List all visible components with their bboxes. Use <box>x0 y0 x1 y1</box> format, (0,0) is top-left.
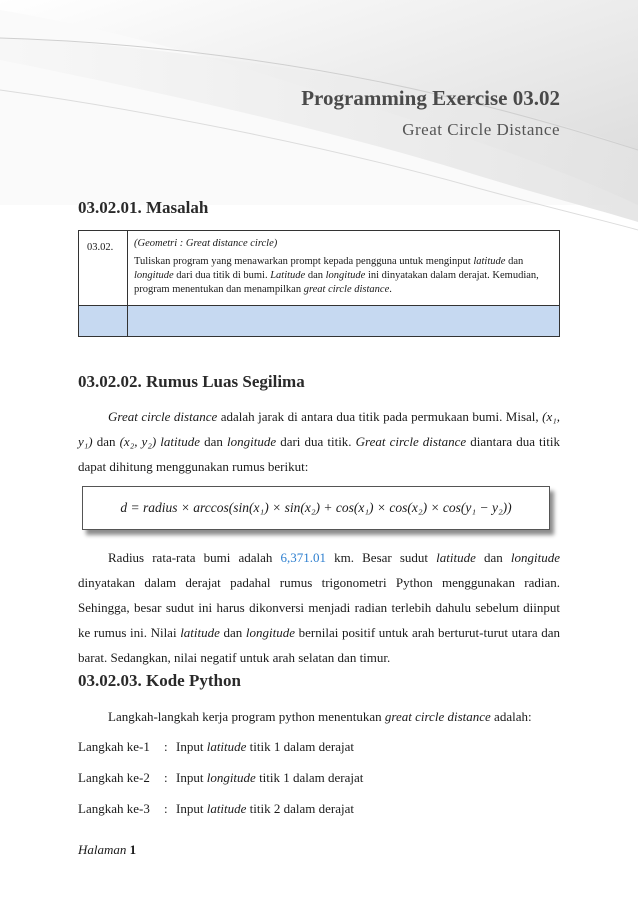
formula-text: d = radius × arccos(sin(x₁) × sin(x₂) + cos(x₁) × cos(x₂) × cos(y₁ − y₂)) <box>120 500 512 515</box>
paragraph-definition: Great circle distance adalah jarak di antara dua titik pada permukaan bumi. Misal, (x₁, y₁) dan (x₂, y₂) latitude dan longitude dari dua titik. Great circle distance diantara dua titik dapat dihitung menggunakan rumus berikut: <box>78 409 561 474</box>
answer-number-cell <box>79 306 128 337</box>
step-label: Langkah ke-1 <box>78 739 150 754</box>
section-heading-rumus: 03.02.02. Rumus Luas Segilima <box>78 372 305 391</box>
section-heading-kode: 03.02.03. Kode Python <box>78 671 241 690</box>
step-row-2 <box>78 770 363 786</box>
problem-body: Tuliskan program yang menawarkan prompt kepada pengguna untuk menginput latitude dan longitude dari dua titik di bumi. Latitude dan longitude ini dinyatakan dalam derajat. Kemudian, program menentukan dan menampilkan great circle distance. <box>134 256 539 295</box>
answer-cell <box>128 306 560 337</box>
step-text: Input latitude titik 2 dalam derajat <box>176 801 354 816</box>
step-text: Input longitude titik 1 dalam derajat <box>176 770 364 785</box>
step-colon: : <box>164 770 168 785</box>
problem-table <box>78 230 560 337</box>
formula-box <box>82 486 550 530</box>
page-footer <box>78 842 136 858</box>
problem-row <box>79 231 560 306</box>
step-label: Langkah ke-2 <box>78 770 150 785</box>
problem-description <box>128 231 560 306</box>
step-text: Input latitude titik 1 dalam derajat <box>176 739 354 754</box>
paragraph-steps-intro: Langkah-langkah kerja program python menentukan great circle distance adalah: <box>108 709 532 724</box>
document-subtitle: Great Circle Distance <box>402 120 560 139</box>
step-colon: : <box>164 801 168 816</box>
step-colon: : <box>164 739 168 754</box>
page-number: 1 <box>129 842 137 857</box>
section-heading-masalah: 03.02.01. Masalah <box>78 198 209 217</box>
answer-row <box>79 306 560 337</box>
document-title: Programming Exercise 03.02 <box>301 86 560 110</box>
step-label: Langkah ke-3 <box>78 801 150 816</box>
paragraph-radius: Radius rata-rata bumi adalah 6,371.01 km. Besar sudut latitude dan longitude dinyatakan dalam derajat padahal rumus trigonometri Python menggunakan radian. Sehingga, besar sudut ini harus dikonversi menjadi radian terlebih dahulu sebelum diinput ke rumus ini. Nilai latitude dan longitude bernilai positif untuk arah berturut-turut utara dan barat. Sedangkan, nilai negatif untuk arah selatan dan timur. <box>78 550 560 665</box>
problem-title: (Geometri : Great distance circle) <box>134 238 278 249</box>
step-row-3 <box>78 801 354 817</box>
step-row-1 <box>78 739 354 755</box>
page-label: Halaman <box>78 842 127 857</box>
problem-number: 03.02. <box>79 231 128 306</box>
